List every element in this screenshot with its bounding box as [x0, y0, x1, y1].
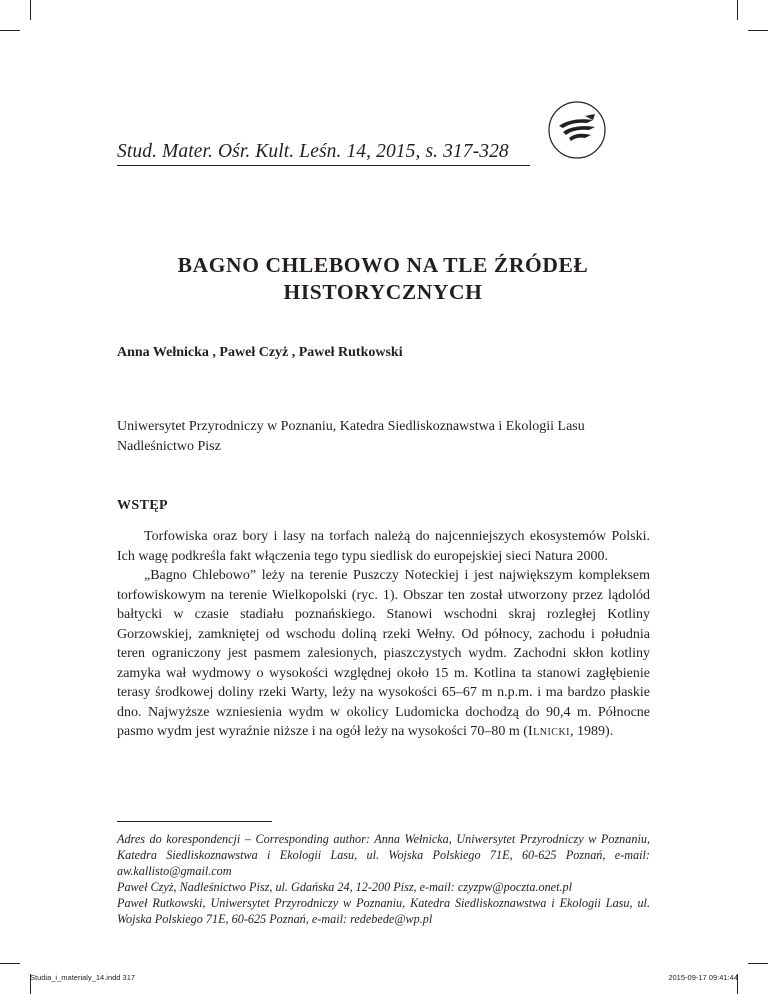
citation-tail: , 1989). — [570, 724, 614, 739]
article-title — [117, 252, 649, 306]
crop-mark-tl-v — [30, 0, 31, 20]
correspondence-footnote — [117, 831, 650, 927]
header-rule — [117, 165, 530, 166]
affiliation-2: Nadleśnictwo Pisz — [117, 439, 221, 454]
citation-author: Ilnicki — [527, 724, 571, 739]
footnote-line-3: Paweł Rutkowski, Uniwersytet Przyrodniczy w Poznaniu, Katedra Siedliskoznawstwa i Ekologii Lasu, ul. Wojska Polskiego 71E, 60-625 Poznań, e-mail: redebede@wp.pl — [117, 896, 650, 926]
body-paragraph-2 — [117, 566, 650, 742]
crop-mark-br-h — [748, 963, 768, 964]
footnote-rule — [117, 821, 272, 822]
crop-mark-tr-h — [748, 30, 768, 31]
article-title-line2: HISTORYCZNYCH — [283, 280, 483, 304]
crop-mark-bl-h — [0, 963, 20, 964]
affiliation-1: Uniwersytet Przyrodniczy w Poznaniu, Katedra Siedliskoznawstwa i Ekologii Lasu — [117, 419, 585, 434]
section-body — [117, 527, 650, 742]
paragraph-2-text: „Bagno Chlebowo” leży na terenie Puszczy Noteckiej i jest największym kompleksem torfowiskowym na terenie Wielkopolski (ryc. 1). Obszar ten został utworzony przez lądolód bałtycki w czasie stadiału poznańskiego. Stanowi wschodni skraj rozległej Kotliny Gorzowskiej, zamkniętej od wschodu doliną rzeki Wełny. Od północy, zachodu i południa teren ograniczony jest pasmem zalesionych, piaszczystych wydm. Zachodni skłon kotliny zamyka wał wydmowy o wysokości względnej około 15 m. Kotlina ta stanowi zagłębienie terasy środkowej doliny rzeki Warty, leży na wysokości 65–67 m n.p.m. i ma bardzo płaskie dno. Najwyższe wzniesienia wydm w okolicy Ludomicka dochodzą do 90,4 m. Północne pasmo wydm jest wyraźnie niższe i na ogół leży na wysokości 70–80 m ( — [117, 568, 650, 739]
footnote-line-1: Adres do korespondencji – Corresponding author: Anna Wełnicka, Uniwersytet Przyrodniczy w Poznaniu, Katedra Siedliskoznawstwa i Ekologii Lasu, ul. Wojska Polskiego 71E, 60-625 Poznań, e-mail: aw.kallisto@gmail.com — [117, 832, 650, 878]
article-title-line1: BAGNO CHLEBOWO NA TLE ŹRÓDEŁ — [177, 253, 589, 277]
crop-mark-tr-v — [737, 0, 738, 20]
journal-citation: Stud. Mater. Ośr. Kult. Leśn. 14, 2015, s. 317-328 — [117, 141, 509, 162]
affiliations — [117, 417, 657, 457]
section-heading: WSTĘP — [117, 498, 169, 513]
body-paragraph-1: Torfowiska oraz bory i lasy na torfach należą do najcenniejszych ekosystemów Polski. Ich wagę podkreśla fakt włączenia tego typu siedlisk do europejskiej sieci Natura 2000. — [117, 529, 650, 564]
slug-timestamp: 2015-09-17 09:41:44 — [668, 973, 738, 982]
article-authors: Anna Wełnicka , Paweł Czyż , Paweł Rutkowski — [117, 345, 403, 360]
journal-logo-icon — [547, 100, 607, 160]
slug-file-info: Studia_i_materialy_14.indd 317 — [30, 973, 136, 982]
crop-mark-tl-h — [0, 30, 20, 31]
footnote-line-2: Paweł Czyż, Nadleśnictwo Pisz, ul. Gdańska 24, 12-200 Pisz, e-mail: czyzpw@poczta.onet.pl — [117, 880, 573, 894]
